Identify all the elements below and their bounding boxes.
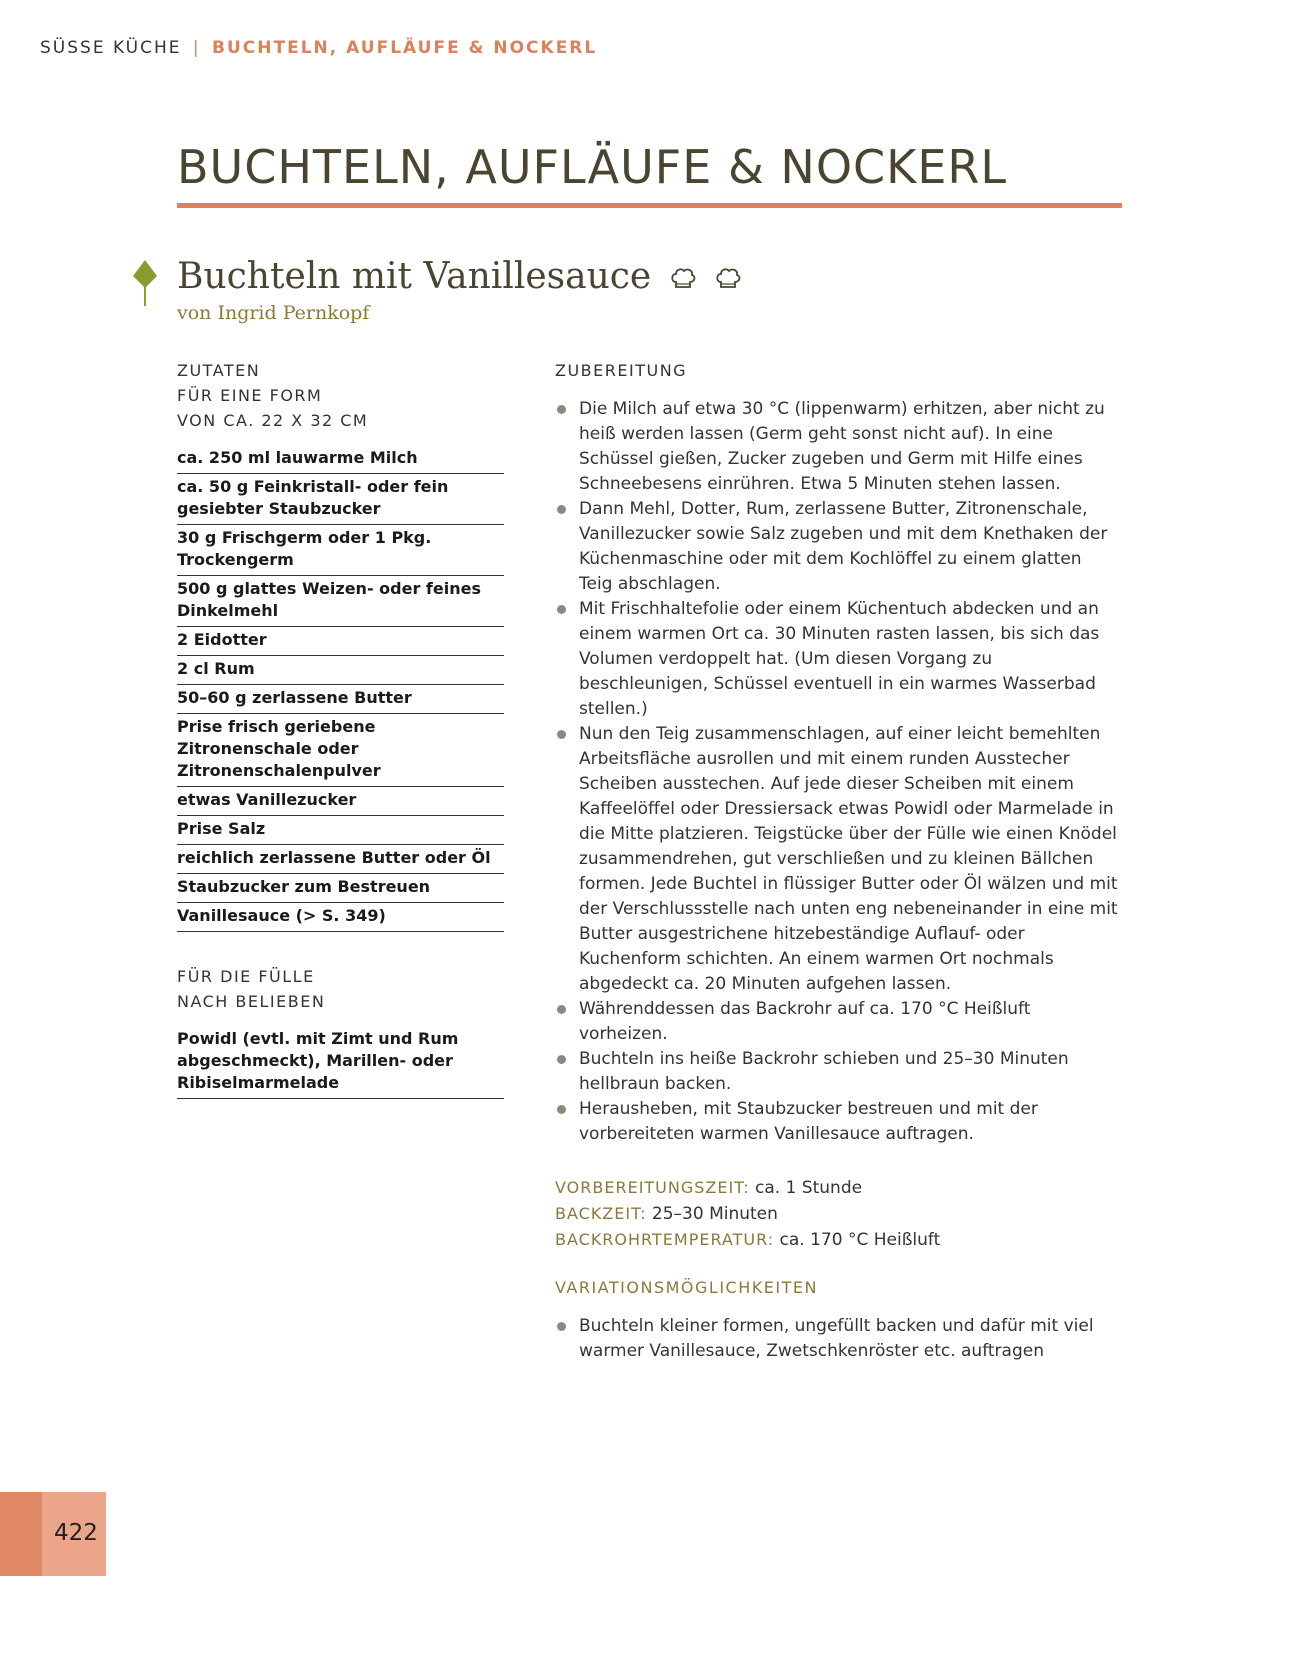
ingredient-item: ca. 50 g Feinkristall- oder fein gesiebter Staubzucker: [177, 474, 504, 525]
bake-time-value: 25–30 Minuten: [651, 1204, 778, 1224]
step-text: Die Milch auf etwa 30 °C (lippenwarm) erhitzen, aber nicht zu heiß werden lassen (Germ geht sonst nicht auf). In eine Schüssel gießen, Zucker zugeben und Germ mit Hilfe eines Schneebesens einrühren. Etwa 5 Minuten stehen lassen.: [579, 399, 1105, 494]
oven-temp-label: BACKROHRTEMPERATUR:: [555, 1230, 775, 1249]
step-item: [555, 997, 1120, 1047]
ingredient-item: 50–60 g zerlassene Butter: [177, 685, 504, 714]
filling-heading-line: FÜR DIE FÜLLE: [177, 967, 315, 986]
ingredients-heading-line: ZUTATEN: [177, 361, 261, 380]
bake-time: [555, 1201, 1120, 1227]
bullet-icon: [557, 1105, 566, 1114]
bullet-icon: [557, 605, 566, 614]
step-item: [555, 397, 1120, 497]
bullet-icon: [557, 1055, 566, 1064]
step-text: Nun den Teig zusammenschlagen, auf einer leicht bemehlten Arbeitsfläche ausrollen und mit einem runden Ausstecher Scheiben ausstechen. Auf jede dieser Scheiben mit einem Kaffeelöffel oder Dressiersack etwas Powidl oder Marmelade in die Mitte platzieren. Teigstücke über der Fülle wie einen Knödel zusammendrehen, gut verschließen und zu kleinen Bällchen formen. Jede Buchtel in flüssiger Butter oder Öl wälzen und mit der Verschlussstelle nach unten eng nebeneinander in eine mit Butter ausgestrichene hitzebeständige Auflauf- oder Kuchenform schichten. An einem warmen Ort nochmals abgedeckt ca. 20 Minuten aufgehen lassen.: [579, 724, 1118, 994]
filling-item: Powidl (evtl. mit Zimt und Rum abgeschmeckt), Marillen- oder Ribiselmarmelade: [177, 1026, 504, 1099]
ingredients-heading-line: VON CA. 22 X 32 CM: [177, 411, 369, 430]
prep-time: [555, 1175, 1120, 1201]
ingredient-item: Staubzucker zum Bestreuen: [177, 874, 504, 903]
chapter-title: BUCHTELN, AUFLÄUFE & NOCKERL: [177, 140, 1007, 194]
recipe-author: von Ingrid Pernkopf: [177, 302, 370, 324]
ingredient-item: Prise Salz: [177, 816, 504, 845]
step-item: [555, 722, 1120, 997]
prep-time-value: ca. 1 Stunde: [755, 1178, 863, 1198]
recipe-title: [177, 256, 742, 297]
preparation-column: [555, 358, 1120, 1364]
running-head-chapter: BUCHTELN, AUFLÄUFE & NOCKERL: [212, 38, 598, 58]
ingredient-item: 500 g glattes Weizen- oder feines Dinkelmehl: [177, 576, 504, 627]
variation-text: Buchteln kleiner formen, ungefüllt backen und dafür mit viel warmer Vanillesauce, Zwetschkenröster etc. auftragen: [579, 1316, 1094, 1361]
bullet-icon: [557, 405, 566, 414]
bake-time-label: BACKZEIT:: [555, 1204, 647, 1223]
ingredients-heading-line: FÜR EINE FORM: [177, 386, 323, 405]
chef-hat-icon: [714, 265, 742, 293]
variation-item: [555, 1314, 1120, 1364]
page-number: 422: [54, 1520, 98, 1546]
variations-list: [555, 1314, 1120, 1364]
preparation-steps: [555, 397, 1120, 1147]
ingredients-heading: [177, 358, 504, 433]
recipe-title-text: Buchteln mit Vanillesauce: [177, 256, 652, 297]
prep-time-label: VORBEREITUNGSZEIT:: [555, 1178, 750, 1197]
step-item: [555, 1097, 1120, 1147]
ingredient-item: 2 cl Rum: [177, 656, 504, 685]
filling-heading: [177, 964, 504, 1014]
chapter-divider: [177, 203, 1122, 208]
ingredient-item: Prise frisch geriebene Zitronenschale oder Zitronenschalenpulver: [177, 714, 504, 787]
ingredients-column: [177, 358, 504, 1099]
ingredient-item: 2 Eidotter: [177, 627, 504, 656]
bullet-icon: [557, 1322, 566, 1331]
step-item: [555, 497, 1120, 597]
running-head-section: SÜSSE KÜCHE: [40, 38, 182, 58]
chef-hat-icon: [669, 265, 697, 293]
oven-temp-value: ca. 170 °C Heißluft: [779, 1230, 941, 1250]
preparation-heading: ZUBEREITUNG: [555, 361, 688, 380]
leaf-icon: [131, 258, 159, 308]
ingredient-item: ca. 250 ml lauwarme Milch: [177, 445, 504, 474]
step-item: [555, 597, 1120, 722]
ingredient-item: etwas Vanillezucker: [177, 787, 504, 816]
bullet-icon: [557, 505, 566, 514]
variations-heading: VARIATIONSMÖGLICHKEITEN: [555, 1278, 818, 1297]
ingredient-item: reichlich zerlassene Butter oder Öl: [177, 845, 504, 874]
ingredient-item: 30 g Frischgerm oder 1 Pkg. Trockengerm: [177, 525, 504, 576]
ingredient-item: Vanillesauce (> S. 349): [177, 903, 504, 932]
filling-list: [177, 1026, 504, 1099]
oven-temp: [555, 1227, 1120, 1253]
running-head-separator: |: [192, 38, 201, 58]
step-text: Herausheben, mit Staubzucker bestreuen und mit der vorbereiteten warmen Vanillesauce auftragen.: [579, 1099, 1038, 1144]
recipe-meta: [555, 1175, 1120, 1253]
step-text: Währenddessen das Backrohr auf ca. 170 °C Heißluft vorheizen.: [579, 999, 1031, 1044]
step-text: Dann Mehl, Dotter, Rum, zerlassene Butter, Zitronenschale, Vanillezucker sowie Salz zugeben und mit dem Knethaken der Küchenmaschine oder mit dem Kochlöffel zu einem glatten Teig abschlagen.: [579, 499, 1108, 594]
filling-heading-line: NACH BELIEBEN: [177, 992, 326, 1011]
page-tab: [0, 1492, 42, 1576]
ingredient-list: [177, 445, 504, 932]
step-item: [555, 1047, 1120, 1097]
step-text: Mit Frischhaltefolie oder einem Küchentuch abdecken und an einem warmen Ort ca. 30 Minuten rasten lassen, bis sich das Volumen verdoppelt hat. (Um diesen Vorgang zu beschleunigen, Schüssel eventuell in ein warmes Wasserbad stellen.): [579, 599, 1100, 719]
running-head: [40, 38, 597, 58]
bullet-icon: [557, 1005, 566, 1014]
bullet-icon: [557, 730, 566, 739]
step-text: Buchteln ins heiße Backrohr schieben und 25–30 Minuten hellbraun backen.: [579, 1049, 1069, 1094]
